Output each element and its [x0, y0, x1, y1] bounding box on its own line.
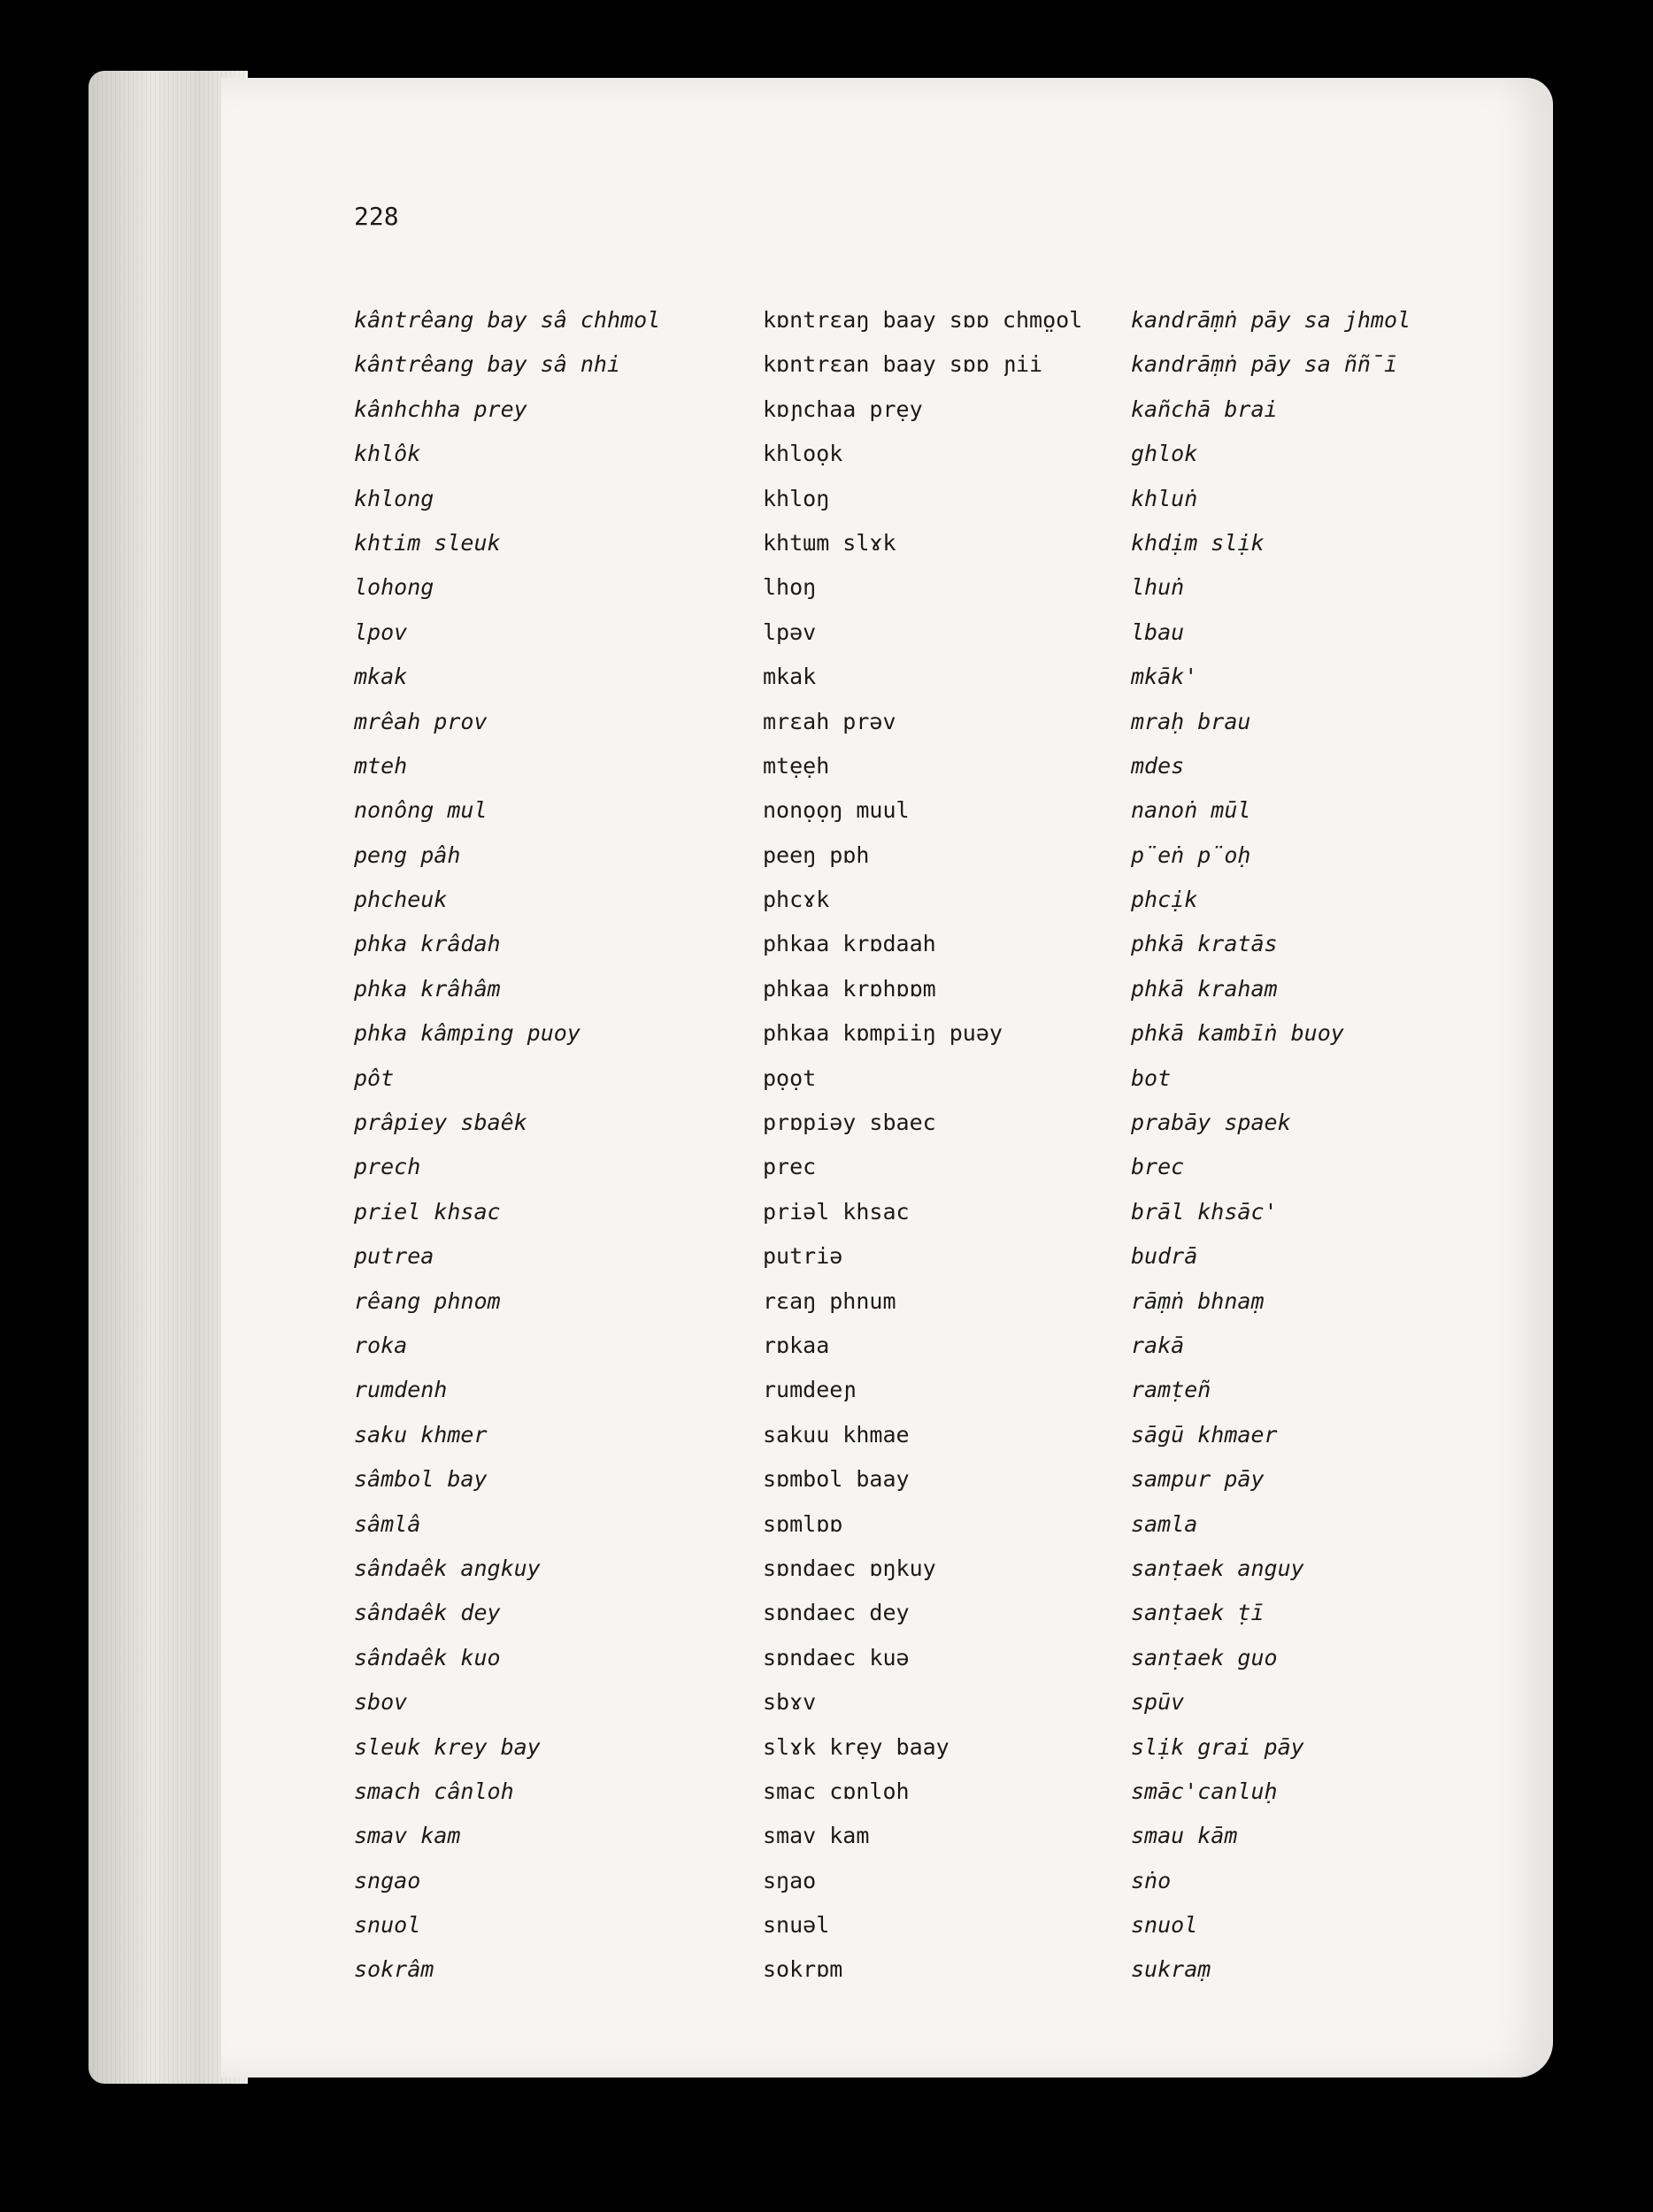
table-row [354, 395, 1504, 439]
phonetic-transcription: rɒkaa [763, 1332, 830, 1358]
table-row [354, 929, 1504, 973]
phonetic-transcription: lhoŋ [763, 574, 817, 601]
table-row [354, 305, 1504, 349]
table-row [354, 662, 1504, 706]
table-row [354, 707, 1504, 751]
phonetic-transcription: phkaa krɒhɒɒm [763, 975, 936, 1002]
transliteration: kandrāṃṅ pāy sa jhmol [1131, 307, 1411, 333]
table-row [354, 1241, 1504, 1286]
transliteration: brec [1131, 1154, 1185, 1180]
transliteration: ghlok [1131, 441, 1198, 467]
table-row [354, 1910, 1504, 1955]
phonetic-transcription: mrɛah prəv [763, 708, 896, 734]
phonetic-transcription: slɤk krẹy baay [763, 1733, 950, 1760]
common-transcription: mkak [354, 664, 408, 690]
transliteration: smāc'canluḥ [1131, 1778, 1278, 1804]
common-transcription: pôt [354, 1064, 395, 1091]
common-transcription: peng pâh [354, 841, 461, 868]
transliteration: bot [1131, 1064, 1172, 1091]
phonetic-transcription: kɒntrɛaŋ baay sɒɒ chmo̤ol [763, 307, 1083, 333]
common-transcription: phka kâmping puoy [354, 1020, 580, 1047]
common-transcription: saku khmer [354, 1421, 488, 1448]
table-row [354, 1777, 1504, 1821]
phonetic-transcription: rumdeeɲ [763, 1377, 857, 1403]
transliteration: samla [1131, 1510, 1198, 1537]
transliteration: kandrāṃṅ pāy sa ññ̄ī [1131, 351, 1398, 378]
table-row [354, 528, 1504, 572]
transliteration: snuol [1131, 1912, 1198, 1939]
phonetic-transcription: sbɤv [763, 1689, 817, 1716]
table-row [354, 841, 1504, 885]
phonetic-transcription: khloọk [763, 441, 843, 467]
table-row [354, 349, 1504, 394]
common-transcription: nonông mul [354, 797, 488, 824]
transcription-table [354, 305, 1504, 2000]
common-transcription: priel khsac [354, 1198, 501, 1225]
common-transcription: phka krâhâm [354, 975, 501, 1002]
phonetic-transcription: sɒndaec kuə [763, 1644, 910, 1671]
table-row [354, 439, 1504, 483]
phonetic-transcription: kɒntrɛan baay sɒɒ ɲii [763, 351, 1043, 378]
common-transcription: putrea [354, 1243, 434, 1270]
common-transcription: sâmlâ [354, 1510, 421, 1537]
transliteration: lbau [1131, 618, 1185, 645]
table-row [354, 1509, 1504, 1554]
table-row [354, 1554, 1504, 1598]
phonetic-transcription: sɒmlɒɒ [763, 1510, 843, 1537]
common-transcription: sândaêk kuo [354, 1644, 501, 1671]
transliteration: khluṅ [1131, 485, 1198, 511]
table-row [354, 1197, 1504, 1241]
table-row [354, 1331, 1504, 1375]
table-row [354, 1108, 1504, 1152]
common-transcription: rêang phnom [354, 1287, 501, 1314]
transliteration: rakā [1131, 1332, 1185, 1358]
common-transcription: sleuk krey bay [354, 1733, 541, 1760]
table-row [354, 484, 1504, 528]
common-transcription: smach cânloh [354, 1778, 514, 1804]
table-row [354, 1420, 1504, 1464]
common-transcription: sngao [354, 1867, 421, 1893]
transliteration: budrā [1131, 1243, 1198, 1270]
transliteration: mdes [1131, 752, 1185, 779]
phonetic-transcription: lpəv [763, 618, 817, 645]
table-row [354, 1643, 1504, 1687]
phonetic-transcription: phkaa kɒmpiiŋ puəy [763, 1020, 1003, 1047]
common-transcription: snuol [354, 1912, 421, 1939]
table-row [354, 1152, 1504, 1196]
transliteration: sāgū khmaer [1131, 1421, 1278, 1448]
common-transcription: smav kam [354, 1823, 461, 1849]
table-row [354, 1955, 1504, 1999]
transliteration: rāṃṅ bhnaṃ [1131, 1287, 1265, 1314]
phonetic-transcription: mtẹẹh [763, 752, 830, 779]
phonetic-transcription: sakuu khmae [763, 1421, 910, 1448]
common-transcription: sbov [354, 1689, 408, 1716]
page-number: 228 [354, 202, 399, 231]
transliteration: lhuṅ [1131, 574, 1185, 601]
transliteration: phcịk [1131, 887, 1198, 913]
common-transcription: khlong [354, 485, 434, 511]
transliteration: nanoṅ mūl [1131, 797, 1251, 824]
common-transcription: khlôk [354, 441, 421, 467]
transliteration: sanṭaek guo [1131, 1644, 1278, 1671]
transliteration: sanṭaek ṭī [1131, 1600, 1265, 1626]
phonetic-transcription: mkak [763, 664, 817, 690]
transliteration: mraḥ brau [1131, 708, 1251, 734]
transliteration: ramṭeñ [1131, 1377, 1211, 1403]
phonetic-transcription: sŋao [763, 1867, 817, 1893]
transliteration: sukraṃ [1131, 1956, 1211, 1983]
phonetic-transcription: sɒmbol baay [763, 1466, 910, 1493]
phonetic-transcription: prec [763, 1154, 817, 1180]
phonetic-transcription: rɛaŋ phnum [763, 1287, 896, 1314]
common-transcription: mrêah prov [354, 708, 488, 734]
common-transcription: sokrâm [354, 1956, 434, 1983]
common-transcription: sândaêk dey [354, 1600, 501, 1626]
table-row [354, 1064, 1504, 1108]
table-row [354, 1821, 1504, 1865]
phonetic-transcription: pọọt [763, 1064, 817, 1091]
common-transcription: sâmbol bay [354, 1466, 488, 1493]
table-row [354, 751, 1504, 795]
transliteration: mkāk' [1131, 664, 1198, 690]
transliteration: sampur pāy [1131, 1466, 1265, 1493]
common-transcription: roka [354, 1332, 408, 1358]
phonetic-transcription: sokrɒm [763, 1956, 843, 1983]
phonetic-transcription: peeŋ pɒh [763, 841, 870, 868]
transliteration: phkā kraham [1131, 975, 1278, 1002]
phonetic-transcription: khtɯm slɤk [763, 529, 896, 556]
transliteration: sṅo [1131, 1867, 1172, 1893]
phonetic-transcription: priəl khsac [763, 1198, 910, 1225]
table-row [354, 1464, 1504, 1509]
table-row [354, 618, 1504, 662]
transliteration: phkā kratās [1131, 931, 1278, 957]
common-transcription: phka krâdah [354, 931, 501, 957]
common-transcription: kântrêang bay sâ nhi [354, 351, 621, 378]
common-transcription: lpov [354, 618, 408, 645]
phonetic-transcription: kɒɲchaa prẹy [763, 396, 923, 422]
phonetic-transcription: khloŋ [763, 485, 830, 511]
table-row [354, 1286, 1504, 1331]
table-row [354, 1598, 1504, 1642]
table-row [354, 885, 1504, 929]
transliteration: kañchā brai [1131, 396, 1278, 422]
phonetic-transcription: putriə [763, 1243, 843, 1270]
phonetic-transcription: prɒpiəy sbaec [763, 1110, 936, 1136]
common-transcription: sândaêk angkuy [354, 1555, 541, 1581]
common-transcription: kânhchha prey [354, 396, 527, 422]
transliteration: slịk grai pāy [1131, 1733, 1304, 1760]
transliteration: sanṭaek anguy [1131, 1555, 1304, 1581]
transliteration: spūv [1131, 1689, 1185, 1716]
common-transcription: prâpiey sbaêk [354, 1110, 527, 1136]
table-row [354, 1375, 1504, 1419]
common-transcription: phcheuk [354, 887, 448, 913]
transliteration: khdịm slịk [1131, 529, 1265, 556]
common-transcription: rumdenh [354, 1377, 448, 1403]
table-row [354, 1687, 1504, 1732]
table-row [354, 795, 1504, 840]
phonetic-transcription: sɒndaec dey [763, 1600, 910, 1626]
phonetic-transcription: phkaa krɒdaah [763, 931, 936, 957]
table-row [354, 572, 1504, 617]
phonetic-transcription: smac cɒnloh [763, 1778, 910, 1804]
phonetic-transcription: sɒndaec ɒŋkuy [763, 1555, 936, 1581]
transliteration: phkā kambīṅ buoy [1131, 1020, 1344, 1047]
table-row [354, 1018, 1504, 1063]
transliteration: p̈eṅ p̈oḥ [1131, 841, 1251, 868]
common-transcription: khtim sleuk [354, 529, 501, 556]
table-row [354, 1732, 1504, 1777]
transliteration: smau kām [1131, 1823, 1238, 1849]
table-row [354, 974, 1504, 1018]
common-transcription: mteh [354, 752, 408, 779]
phonetic-transcription: smav kam [763, 1823, 870, 1849]
common-transcription: prech [354, 1154, 421, 1180]
common-transcription: lohong [354, 574, 434, 601]
common-transcription: kântrêang bay sâ chhmol [354, 307, 661, 333]
table-row [354, 1866, 1504, 1910]
phonetic-transcription: phcɤk [763, 887, 830, 913]
phonetic-transcription: nonọọŋ muul [763, 797, 910, 824]
phonetic-transcription: snuəl [763, 1912, 830, 1939]
transliteration: brāl khsāc' [1131, 1198, 1278, 1225]
transliteration: prabāy spaek [1131, 1110, 1291, 1136]
